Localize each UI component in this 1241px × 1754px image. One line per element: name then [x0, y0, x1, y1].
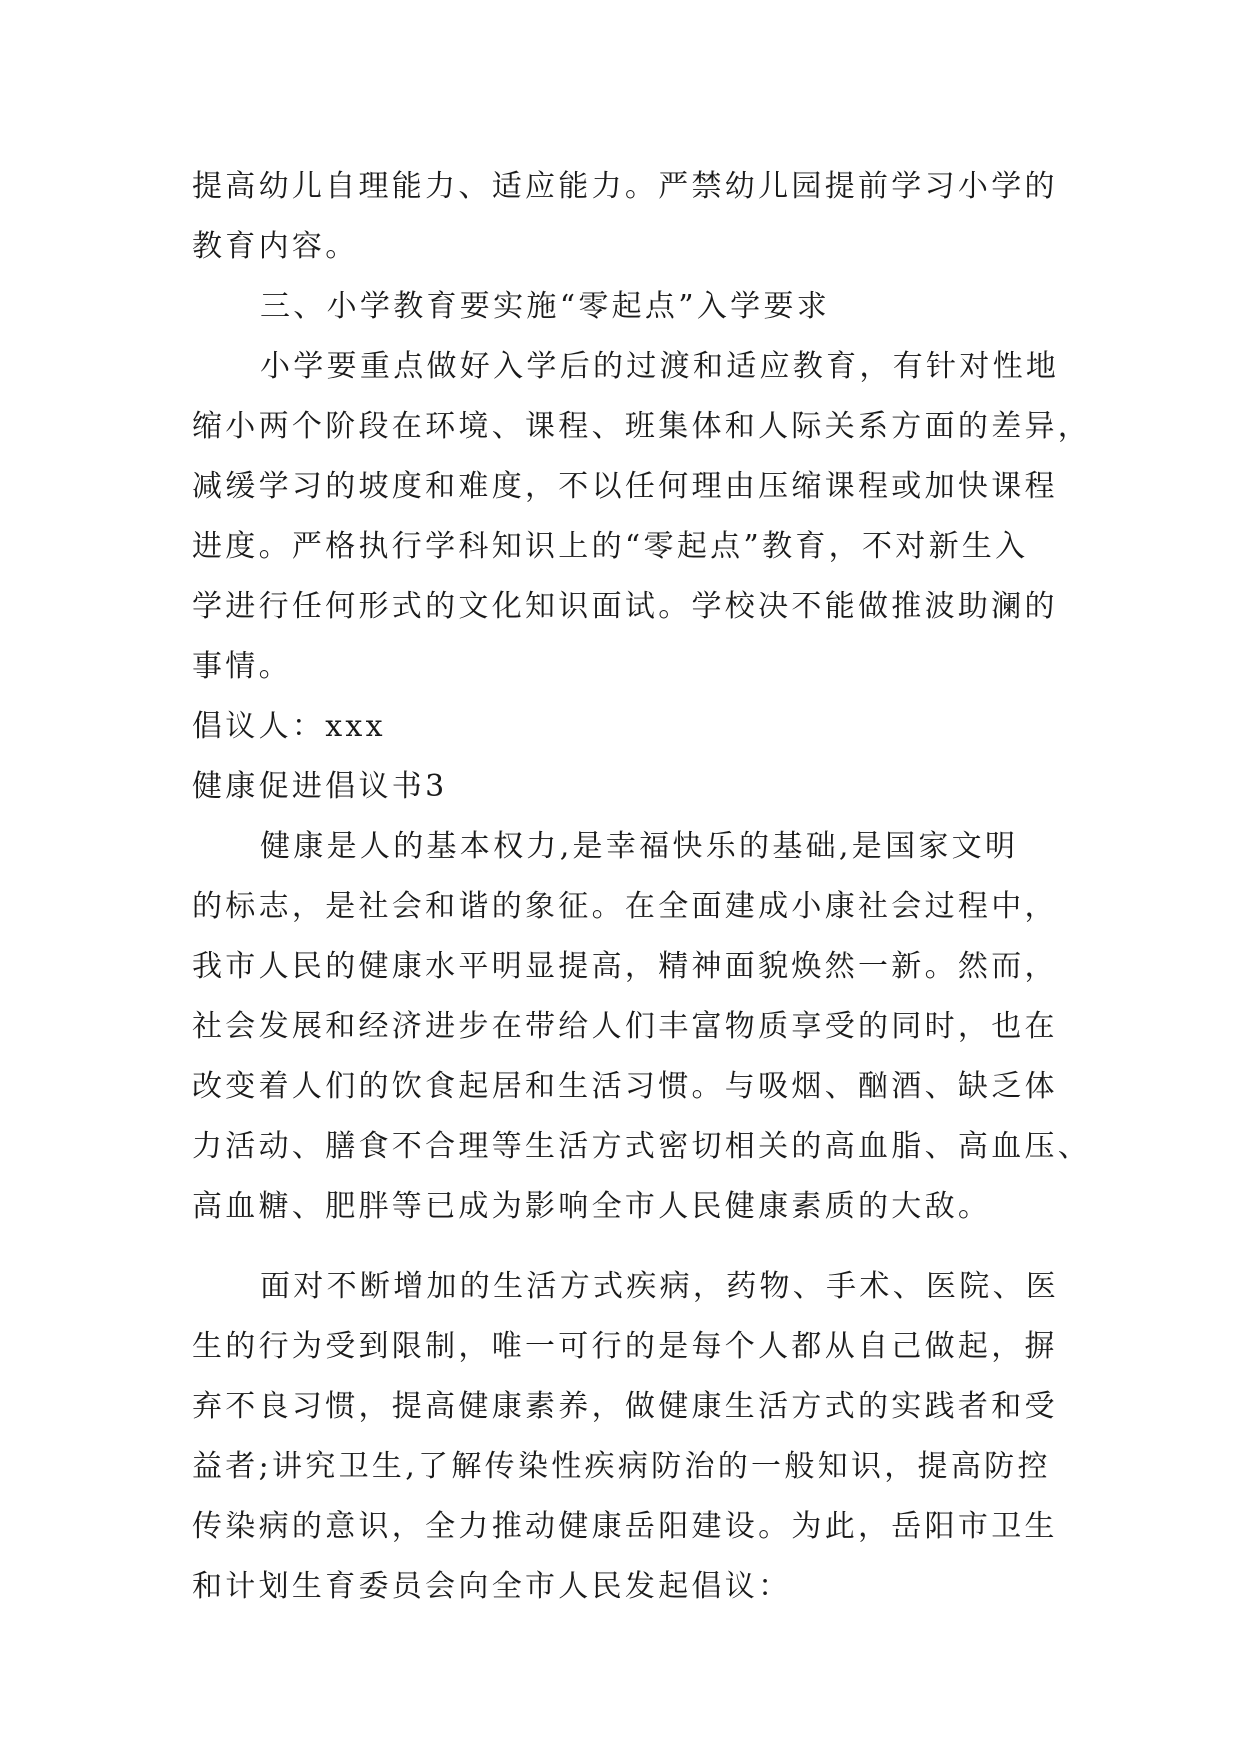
paragraph-line: 减缓学习的坡度和难度，不以任何理由压缩课程或加快课程 [192, 469, 1058, 504]
paragraph-line: 传染病的意识，全力推动健康岳阳建设。为此，岳阳市卫生 [192, 1509, 1058, 1544]
paragraph-line: 教育内容。 [192, 229, 359, 264]
paragraph-line: 弃不良习惯，提高健康素养，做健康生活方式的实践者和受 [192, 1389, 1058, 1424]
paragraph-line: 的标志，是社会和谐的象征。在全面建成小康社会过程中， [192, 889, 1058, 924]
paragraph-line: 益者;讲究卫生,了解传染性疾病防治的一般知识，提高防控 [192, 1449, 1051, 1484]
paragraph-line: 健康是人的基本权力,是幸福快乐的基础,是国家文明 [260, 829, 1019, 864]
paragraph-line: 和计划生育委员会向全市人民发起倡议： [192, 1569, 792, 1604]
paragraph-line: 面对不断增加的生活方式疾病，药物、手术、医院、医 [260, 1269, 1060, 1304]
signature-line: 倡议人：xxx [192, 709, 386, 744]
paragraph-line: 我市人民的健康水平明显提高，精神面貌焕然一新。然而， [192, 949, 1058, 984]
paragraph-line: 改变着人们的饮食起居和生活习惯。与吸烟、酗酒、缺乏体 [192, 1069, 1058, 1104]
paragraph-line: 进度。严格执行学科知识上的“零起点”教育，不对新生入 [192, 529, 1029, 564]
paragraph-line: 缩小两个阶段在环境、课程、班集体和人际关系方面的差异， [192, 409, 1092, 444]
paragraph-line: 高血糖、肥胖等已成为影响全市人民健康素质的大敌。 [192, 1189, 992, 1224]
section-heading: 三、小学教育要实施“零起点”入学要求 [260, 289, 831, 324]
paragraph-line: 社会发展和经济进步在带给人们丰富物质享受的同时，也在 [192, 1009, 1058, 1044]
paragraph-line: 生的行为受到限制，唯一可行的是每个人都从自己做起，摒 [192, 1329, 1058, 1364]
paragraph-line: 力活动、膳食不合理等生活方式密切相关的高血脂、高血压、 [192, 1129, 1092, 1164]
paragraph-line: 小学要重点做好入学后的过渡和适应教育，有针对性地 [260, 349, 1060, 384]
paragraph-line: 事情。 [192, 649, 292, 684]
document-body [192, 157, 1092, 1617]
document-title: 健康促进倡议书3 [192, 769, 448, 804]
paragraph-line: 学进行任何形式的文化知识面试。学校决不能做推波助澜的 [192, 589, 1058, 624]
paragraph-line: 提高幼儿自理能力、适应能力。严禁幼儿园提前学习小学的 [192, 169, 1058, 204]
